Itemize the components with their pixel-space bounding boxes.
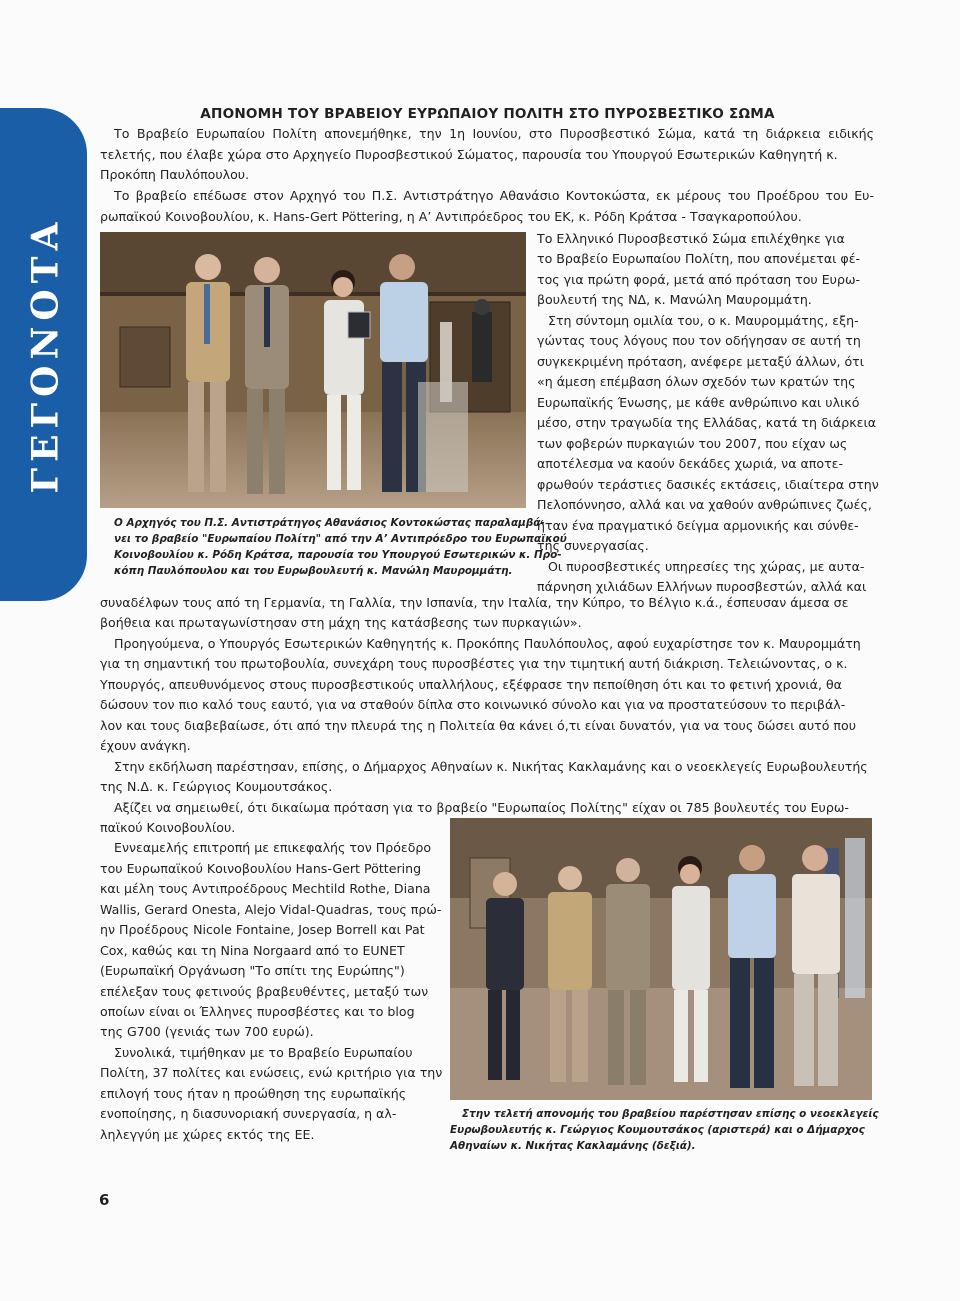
text-line: βοήθεια και πρωταγωνίστησαν στη μάχη της κατάσβεσης των πυρκαγιών». (100, 615, 582, 630)
text-line: της G700 (γενιάς των 700 ευρώ). (100, 1024, 314, 1039)
award-ceremony-photo (100, 232, 526, 508)
text-line: Ευρωπαϊκής Ένωσης, με κάθε ανθρώπινο και υλικό (537, 395, 860, 410)
text-line: Εννεαμελής επιτροπή με επικεφαλής τον Πρόεδρο (114, 840, 432, 855)
text-line: Το βραβείο επέδωσε στον Αρχηγό του Π.Σ. Αντιστράτηγο Αθανάσιο Κοντοκώστα, εκ μέρους του Προέδρου του Ευ- (114, 188, 874, 203)
photo-caption-line: νει το βραβείο "Ευρωπαίου Πολίτη" από την Α’ Αντιπρόεδρο του Ευρωπαϊκού (114, 533, 567, 545)
page-number: 6 (99, 1191, 110, 1209)
text-line: φρωθούν τεράστιες δασικές εκτάσεις, ιδιαίτερα στην (537, 477, 879, 492)
photo-caption-line: Ο Αρχηγός του Π.Σ. Αντιστράτηγος Αθανάσιος Κοντοκώστας παραλαμβά- (114, 517, 545, 529)
text-line: του Ευρωπαϊκού Κοινοβουλίου Hans-Gert Pöttering (100, 861, 422, 876)
text-line: για τη σημαντική του πρωτοβουλία, συνεχάρη τους πυροσβέστες για την τιμητική αυτή διάκριση. Τελειώνοντας, ο κ. (100, 656, 848, 671)
text-line: Wallis, Gerard Onesta, Alejo Vidal-Quadras, τους πρώ- (100, 902, 442, 917)
text-line: Στη σύντομη ομιλία του, ο κ. Μαυρομμάτης, εξη- (548, 313, 859, 328)
text-line: της Ν.Δ. κ. Γεώργιος Κουμουτσάκος. (100, 779, 333, 794)
photo-caption-line: Αθηναίων κ. Νικήτας Κακλαμάνης (δεξιά). (450, 1140, 696, 1152)
text-line: γώντας τους λόγους που τον οδήγησαν σε αυτή τη (537, 333, 861, 348)
text-line: δώσουν τον πιο καλό τους εαυτό, για να σταθούν δίπλα στο κοινωνικό σύνολο και για να προστατεύσουν το περιβάλ- (100, 697, 846, 712)
text-line: ληλεγγύη με χώρες εκτός της ΕΕ. (100, 1127, 315, 1142)
text-line: Προκόπη Παυλόπουλου. (100, 167, 250, 182)
text-line: Συνολικά, τιμήθηκαν με το Βραβείο Ευρωπαίου (114, 1045, 413, 1060)
photo-caption-line: Κοινοβουλίου κ. Ρόδη Κράτσα, παρουσία του Υπουργού Εσωτερικών κ. Προ- (114, 549, 562, 561)
photo-caption-line: Στην τελετή απονομής του βραβείου παρέστησαν επίσης ο νεοεκλεγείς (462, 1108, 879, 1120)
text-line: ην Προέδρους Nicole Fontaine, Josep Borrell και Pat (100, 922, 425, 937)
photo-caption-line: Ευρωβουλευτής κ. Γεώργιος Κουμουτσάκος (αριστερά) και ο Δήμαρχος (450, 1124, 865, 1136)
group-photo (450, 818, 872, 1100)
text-line: ήταν ένα πραγματικό δείγμα αρμονικής και σύνθε- (537, 518, 859, 533)
text-line: Πελοπόννησο, αλλά και να χαθούν ανθρώπινες ζωές, (537, 497, 872, 512)
text-line: πάρνηση χιλιάδων Ελλήνων πυροσβεστών, αλλά και (537, 579, 867, 594)
text-line: ρωπαϊκού Κοινοβουλίου, κ. Hans-Gert Pöttering, η Α’ Αντιπρόεδρος του ΕΚ, κ. Ρόδη Κράτσα - Τσαγκαροπούλου. (100, 209, 802, 224)
section-tab (0, 108, 87, 601)
text-line: έχουν ανάγκη. (100, 738, 191, 753)
text-line: οποίων είναι οι Έλληνες πυροσβέστες και το blog (100, 1004, 415, 1019)
section-label (10, 108, 80, 601)
text-line: (Ευρωπαϊκή Οργάνωση "Το σπίτι της Ευρώπης") (100, 963, 405, 978)
text-line: παϊκού Κοινοβουλίου. (100, 820, 236, 835)
text-line: βουλευτή της ΝΔ, κ. Μανώλη Μαυρομμάτη. (537, 292, 812, 307)
text-line: τος για πρώτη φορά, μετά από πρόταση του Ευρω- (537, 272, 861, 287)
text-line: συγκεκριμένη πρόταση, ανέφερε μεταξύ άλλων, ότι (537, 354, 865, 369)
text-line: επιλογή τους ήταν η προώθηση της ευρωπαϊκής (100, 1086, 407, 1101)
photo-caption-line: κόπη Παυλόπουλου και του Ευρωβουλευτή κ. Μανώλη Μαυρομμάτη. (114, 565, 513, 577)
text-line: το Βραβείο Ευρωπαίου Πολίτη, που απονέμεται φέ- (537, 251, 861, 266)
text-line: Οι πυροσβεστικές υπηρεσίες της χώρας, με αυτα- (548, 559, 865, 574)
text-line: Cox, καθώς και τη Nina Norgaard από το EUNET (100, 943, 405, 958)
text-line: της συνεργασίας. (537, 538, 649, 553)
article-title: ΑΠΟΝΟΜΗ ΤΟΥ ΒΡΑΒΕΙΟΥ ΕΥΡΩΠΑΙΟΥ ΠΟΛΙΤΗ ΣΤΟ ΠΥΡΟΣΒΕΣΤΙΚΟ ΣΩΜΑ (200, 106, 775, 122)
text-line: ενοποίησης, η διασυνοριακή συνεργασία, η αλ- (100, 1106, 397, 1121)
text-line: λον και τους διαβεβαίωσε, ότι από την πλευρά της η Πολιτεία θα κάνει ό,τι είναι δυνατόν, για να τους δώσει αυτό που (100, 718, 856, 733)
text-line: συναδέλφων τους από τη Γερμανία, τη Γαλλία, την Ισπανία, την Ιταλία, την Κύπρο, το Βέλγιο κ.ά., έσπευσαν άμεσα σε (100, 595, 849, 610)
text-line: των φοβερών πυρκαγιών του 2007, που είχαν ως (537, 436, 848, 451)
text-line: Το Ελληνικό Πυροσβεστικό Σώμα επιλέχθηκε για (537, 231, 845, 246)
text-line: Αξίζει να σημειωθεί, ότι δικαίωμα πρόταση για το βραβείο "Ευρωπαίος Πολίτης" είχαν οι 785 βουλευτές του Ευρω- (114, 800, 849, 815)
text-line: Πολίτη, 37 πολίτες και ενώσεις, ενώ κριτήριο για την (100, 1065, 443, 1080)
text-line: και μέλη τους Αντιπροέδρους Mechtild Rothe, Diana (100, 881, 431, 896)
text-line: επέλεξαν τους φετινούς βραβευθέντες, μεταξύ των (100, 984, 429, 999)
text-line: Υπουργός, απευθυνόμενος στους πυροσβεστικούς υπαλλήλους, εξέφρασε την πεποίθηση ότι και το φετινή χρονιά, θα (100, 677, 842, 692)
text-line: αποτέλεσμα να καούν δεκάδες χωριά, να αποτε- (537, 456, 844, 471)
text-line: Στην εκδήλωση παρέστησαν, επίσης, ο Δήμαρχος Αθηναίων κ. Νικήτας Κακλαμάνης και ο νεοεκλεγείς Ευρωβουλευτής (114, 759, 868, 774)
section-label-text: ΓΕΓΟΝΟΤΑ (24, 216, 66, 493)
text-line: Το Βραβείο Ευρωπαίου Πολίτη απονεμήθηκε, την 1η Ιουνίου, στο Πυροσβεστικό Σώμα, κατά τη διάρκεια ειδικής (114, 126, 874, 141)
text-line: «η άμεση επέμβαση όλων σχεδόν των κρατών της (537, 374, 856, 389)
text-line: Προηγούμενα, ο Υπουργός Εσωτερικών Καθηγητής κ. Προκόπης Παυλόπουλος, αφού ευχαρίστησε τον κ. Μαυρομμάτη (114, 636, 861, 651)
text-line: τελετής, που έλαβε χώρα στο Αρχηγείο Πυροσβεστικού Σώματος, παρουσία του Υπουργού Εσωτερικών Καθηγητή κ. (100, 147, 838, 162)
text-line: μέσο, στην τραγωδία της Ελλάδας, κατά τη διάρκεια (537, 415, 877, 430)
